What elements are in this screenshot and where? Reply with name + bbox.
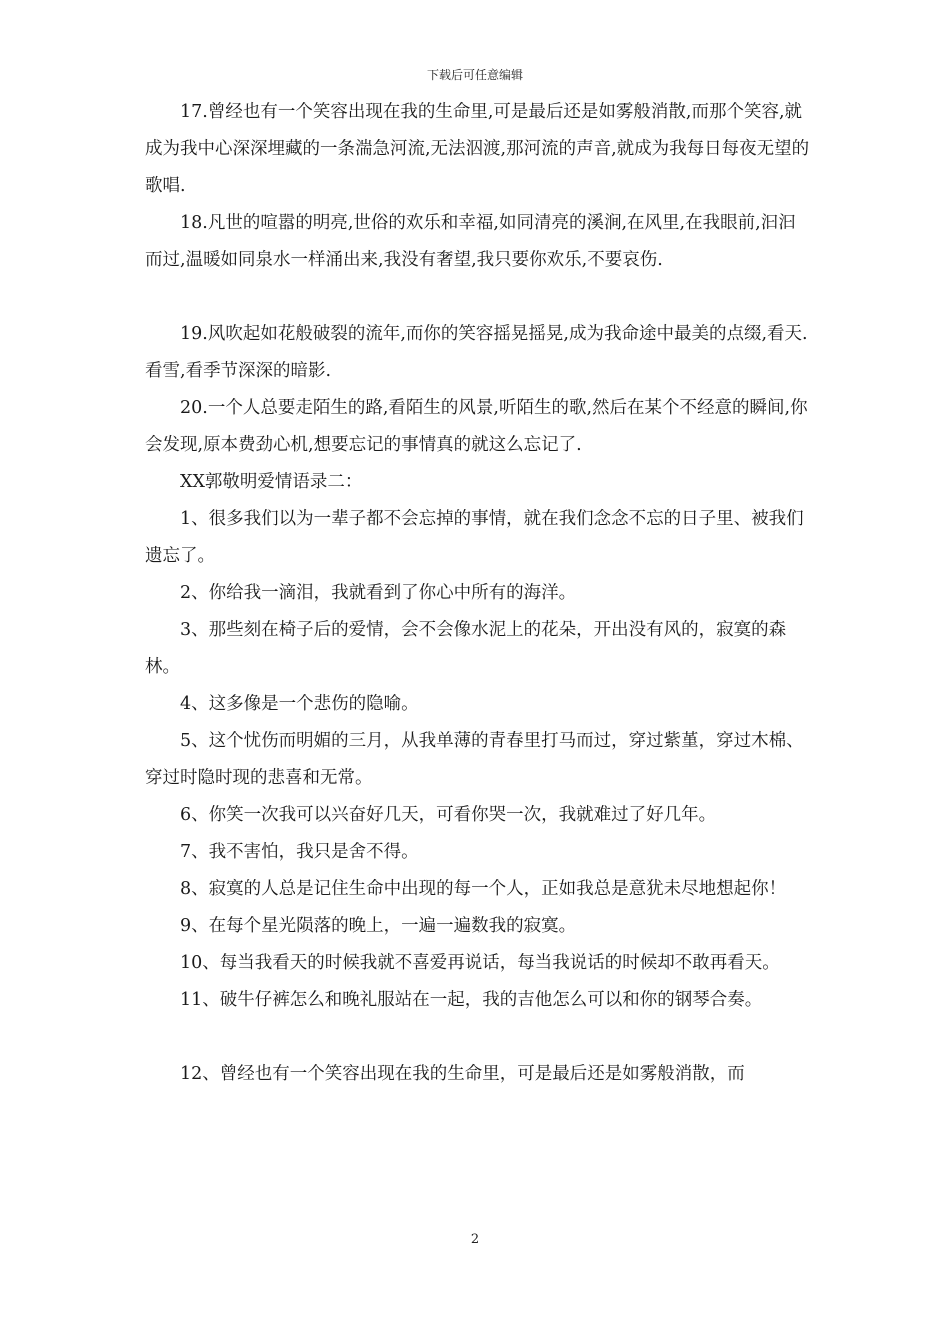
- quote-4: 4、这多像是一个悲伤的隐喻。: [180, 694, 419, 714]
- quote-20: 20.一个人总要走陌生的路,看陌生的风景,听陌生的歌,然后在某个不经意的瞬间,你会发现,原本费劲心机,想要忘记的事情真的就这么忘记了.: [145, 398, 808, 455]
- quote-1: 1、很多我们以为一辈子都不会忘掉的事情，就在我们念念不忘的日子里、被我们遗忘了。: [145, 509, 804, 566]
- quote-3: 3、那些刻在椅子后的爱情，会不会像水泥上的花朵，开出没有风的，寂寞的森林。: [145, 620, 787, 677]
- quote-5: 5、这个忧伤而明媚的三月，从我单薄的青春里打马而过，穿过紫堇，穿过木棉、穿过时隐时现的悲喜和无常。: [145, 731, 804, 788]
- quote-11: 11、破牛仔裤怎么和晚礼服站在一起，我的吉他怎么可以和你的钢琴合奏。: [180, 990, 763, 1010]
- quote-9: 9、在每个星光陨落的晚上，一遍一遍数我的寂寞。: [180, 916, 577, 936]
- quote-2: 2、你给我一滴泪，我就看到了你心中所有的海洋。: [180, 583, 577, 603]
- paragraph-gap: [145, 279, 810, 316]
- quote-12: 12、曾经也有一个笑容出现在我的生命里，可是最后还是如雾般消散，而: [180, 1064, 745, 1084]
- quote-19: 19.风吹起如花般破裂的流年,而你的笑容摇晃摇晃,成为我命途中最美的点缀,看天.看雪,看季节深深的暗影.: [145, 324, 808, 381]
- quote-6: 6、你笑一次我可以兴奋好几天，可看你哭一次，我就难过了好几年。: [180, 805, 717, 825]
- page-header: 下载后可任意编辑: [426, 68, 523, 82]
- section-heading: XX郭敬明爱情语录二：: [180, 472, 363, 492]
- quote-7: 7、我不害怕，我只是舍不得。: [180, 842, 419, 862]
- quote-18: 18.凡世的喧嚣的明亮,世俗的欢乐和幸福,如同清亮的溪涧,在风里,在我眼前,汩汩而过,温暖如同泉水一样涌出来,我没有奢望,我只要你欢乐,不要哀伤.: [145, 213, 796, 270]
- quote-8: 8、寂寞的人总是记住生命中出现的每一个人，正如我总是意犹未尽地想起你！: [180, 879, 787, 899]
- quote-17: 17.曾经也有一个笑容出现在我的生命里,可是最后还是如雾般消散,而那个笑容,就成为我中心深深埋藏的一条湍急河流,无法泅渡,那河流的声音,就成为我每日每夜无望的歌唱.: [145, 102, 810, 196]
- body-text: [145, 94, 810, 1093]
- paragraph-gap: [145, 1019, 810, 1056]
- quote-10: 10、每当我看天的时候我就不喜爱再说话，每当我说话的时候却不敢再看天。: [180, 953, 780, 973]
- page-number: 2: [470, 1232, 480, 1247]
